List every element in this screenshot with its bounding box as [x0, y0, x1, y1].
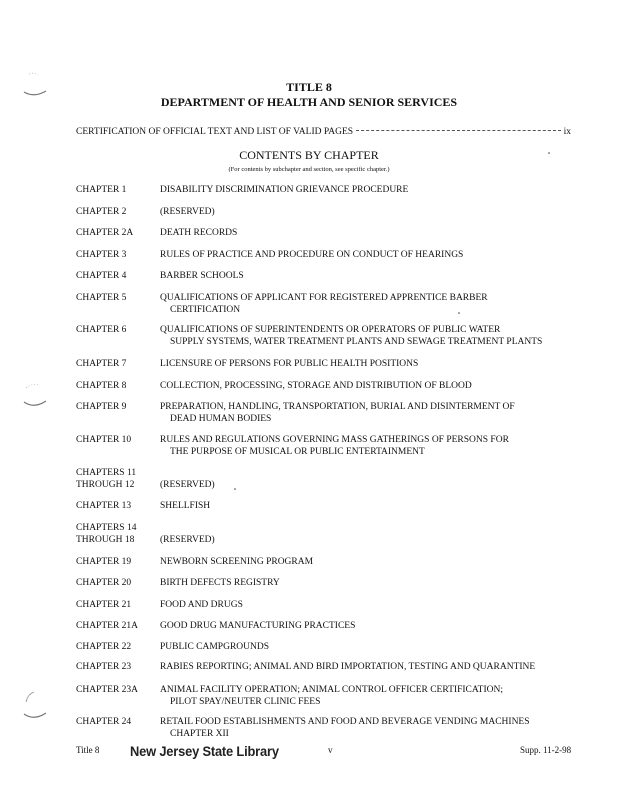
chapter-label: CHAPTER 24 — [76, 717, 132, 727]
chapter-label: CHAPTER 9 — [76, 402, 127, 412]
chapter-label: CHAPTER 2 — [76, 207, 127, 217]
chapter-title-line2: PILOT SPAY/NEUTER CLINIC FEES — [170, 697, 321, 707]
chapter-label: CHAPTER 21 — [76, 600, 132, 610]
chapter-label: CHAPTER 21A — [76, 621, 139, 631]
chapter-title: DEATH RECORDS — [160, 228, 238, 238]
chapter-title: (RESERVED) — [160, 207, 215, 217]
chapter-title-line2: DEAD HUMAN BODIES — [170, 414, 272, 424]
chapter-title: NEWBORN SCREENING PROGRAM — [160, 557, 314, 567]
chapter-title: BARBER SCHOOLS — [160, 271, 244, 281]
certification-line — [76, 126, 571, 138]
document-title-line1: TITLE 8 — [286, 80, 332, 94]
chapter-label: CHAPTER 3 — [76, 250, 127, 260]
chapter-title: RABIES REPORTING; ANIMAL AND BIRD IMPORTATION, TESTING AND QUARANTINE — [160, 662, 536, 672]
chapter-title-line2: CHAPTER XII — [170, 729, 229, 739]
chapter-title-line1: RETAIL FOOD ESTABLISHMENTS AND FOOD AND BEVERAGE VENDING MACHINES — [160, 717, 530, 727]
chapter-label: CHAPTER 23A — [76, 685, 139, 695]
chapter-title-line2: THE PURPOSE OF MUSICAL OR PUBLIC ENTERTAINMENT — [170, 447, 425, 457]
chapter-title: (RESERVED) — [160, 480, 215, 490]
chapter-label: CHAPTER 5 — [76, 293, 127, 303]
chapter-label: CHAPTER 4 — [76, 271, 127, 281]
footer-supplement: Supp. 11-2-98 — [520, 745, 572, 755]
chapter-title: GOOD DRUG MANUFACTURING PRACTICES — [160, 621, 356, 631]
chapter-title: SHELLFISH — [160, 501, 211, 511]
footer-page-number: v — [328, 745, 333, 755]
chapter-label: CHAPTER 2A — [76, 228, 134, 238]
chapter-label: CHAPTER 22 — [76, 642, 132, 652]
chapter-label: CHAPTER 8 — [76, 381, 127, 391]
chapter-label: CHAPTER 23 — [76, 662, 132, 672]
chapter-title: DISABILITY DISCRIMINATION GRIEVANCE PROCEDURE — [160, 185, 409, 195]
chapter-label — [76, 467, 158, 491]
chapter-label — [76, 522, 158, 546]
certification-page: ix — [563, 127, 571, 137]
chapter-title: PUBLIC CAMPGROUNDS — [160, 642, 270, 652]
chapter-title-line2: SUPPLY SYSTEMS, WATER TREATMENT PLANTS AND SEWAGE TREATMENT PLANTS — [170, 337, 543, 347]
certification-text: CERTIFICATION OF OFFICIAL TEXT AND LIST OF VALID PAGES — [76, 127, 354, 137]
library-stamp: New Jersey State Library — [130, 743, 279, 759]
chapter-title — [160, 434, 580, 458]
chapter-title-line1: RULES AND REGULATIONS GOVERNING MASS GATHERINGS OF PERSONS FOR — [160, 435, 509, 445]
chapter-label: CHAPTER 10 — [76, 435, 132, 445]
chapter-label: CHAPTER 7 — [76, 359, 127, 369]
punch-hole-mark — [20, 690, 50, 726]
chapter-label: CHAPTER 1 — [76, 185, 127, 195]
chapter-title — [160, 716, 580, 740]
chapter-label: CHAPTER 6 — [76, 325, 127, 335]
chapter-title — [160, 401, 580, 425]
chapter-title — [160, 292, 580, 316]
footer-title: Title 8 — [76, 745, 100, 755]
chapter-title — [160, 684, 580, 708]
chapter-title-line1: QUALIFICATIONS OF APPLICANT FOR REGISTERED APPRENTICE BARBER — [160, 293, 488, 303]
chapter-title: RULES OF PRACTICE AND PROCEDURE ON CONDUCT OF HEARINGS — [160, 250, 464, 260]
chapter-title-line1: QUALIFICATIONS OF SUPERINTENDENTS OR OPERATORS OF PUBLIC WATER — [160, 325, 501, 335]
chapter-label-line1: CHAPTERS 14 — [76, 523, 137, 533]
contents-heading: CONTENTS BY CHAPTER — [239, 148, 379, 162]
chapter-title: FOOD AND DRUGS — [160, 600, 243, 610]
punch-hole-mark — [20, 380, 50, 414]
chapter-title: COLLECTION, PROCESSING, STORAGE AND DISTRIBUTION OF BLOOD — [160, 381, 472, 391]
document-title-line2: DEPARTMENT OF HEALTH AND SENIOR SERVICES — [160, 95, 458, 109]
chapter-title-line2: CERTIFICATION — [170, 305, 241, 315]
chapter-label: CHAPTER 20 — [76, 578, 132, 588]
chapter-title: (RESERVED) — [160, 535, 215, 545]
chapter-label-line1: CHAPTERS 11 — [76, 468, 137, 478]
chapter-label: CHAPTER 13 — [76, 501, 132, 511]
chapter-title: BIRTH DEFECTS REGISTRY — [160, 578, 280, 588]
chapter-title — [160, 324, 580, 348]
chapter-title-line1: PREPARATION, HANDLING, TRANSPORTATION, BURIAL AND DISINTERMENT OF — [160, 402, 515, 412]
chapter-label-line2: THROUGH 18 — [76, 535, 135, 545]
dot-leader — [356, 130, 561, 131]
contents-note: (For contents by subchapter and section, see specific chapter.) — [228, 166, 390, 173]
chapter-title-line1: ANIMAL FACILITY OPERATION; ANIMAL CONTROL OFFICER CERTIFICATION; — [160, 685, 504, 695]
chapter-label-line2: THROUGH 12 — [76, 480, 135, 490]
chapter-label: CHAPTER 19 — [76, 557, 132, 567]
chapter-title: LICENSURE OF PERSONS FOR PUBLIC HEALTH POSITIONS — [160, 359, 419, 369]
